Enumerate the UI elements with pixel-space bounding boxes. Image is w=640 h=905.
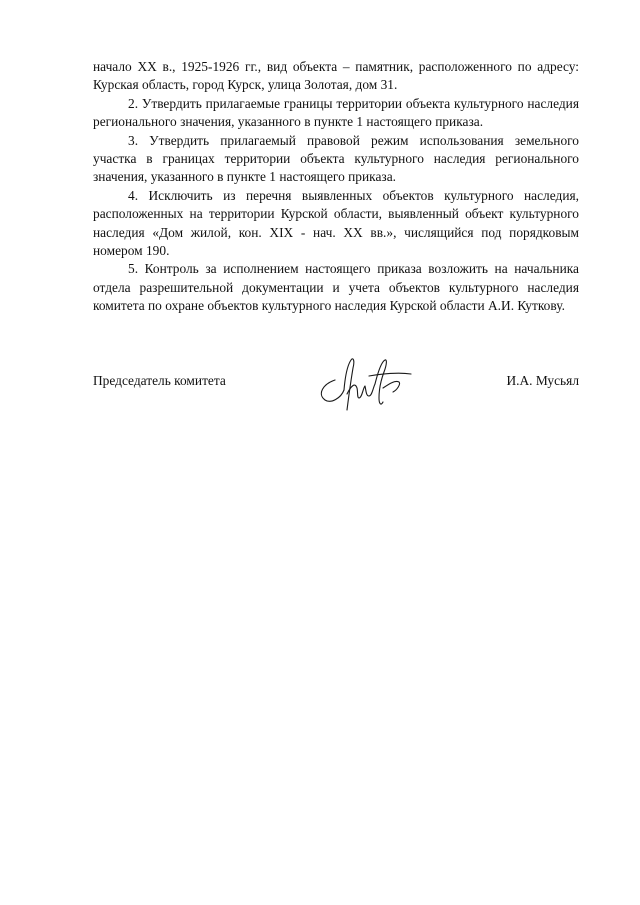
paragraph-continuation: начало XX в., 1925-1926 гг., вид объекта – памятник, расположенного по адресу: Курская область, город Курск, улица Золотая, дом 31. bbox=[93, 59, 579, 93]
signatory-name: И.А. Мусьял bbox=[506, 373, 579, 388]
document-body bbox=[93, 58, 579, 316]
handwritten-signature bbox=[311, 354, 421, 420]
signatory-title: Председатель комитета bbox=[93, 373, 226, 388]
paragraph-item-2: 2. Утвердить прилагаемые границы территории объекта культурного наследия регионального значения, указанного в пункте 1 настоящего приказа. bbox=[93, 95, 579, 130]
paragraph-item-3: 3. Утвердить прилагаемый правовой режим использования земельного участка в границах территории объекта культурного наследия регионального значения, указанного в пункте 1 настоящего приказа. bbox=[93, 132, 579, 185]
paragraph-item-5: 5. Контроль за исполнением настоящего приказа возложить на начальника отдела разрешительной документации и учета объектов культурного наследия комитета по охране объектов культурного наследия Курской области А.И. Куткову. bbox=[93, 261, 579, 314]
signature-block bbox=[93, 372, 579, 432]
paragraph-item-4: 4. Исключить из перечня выявленных объектов культурного наследия, расположенных на территории Курской области, выявленный объект культурного наследия «Дом жилой, кон. XIX - нач. XX вв.», числящийся под порядковым номером 190. bbox=[93, 187, 579, 259]
